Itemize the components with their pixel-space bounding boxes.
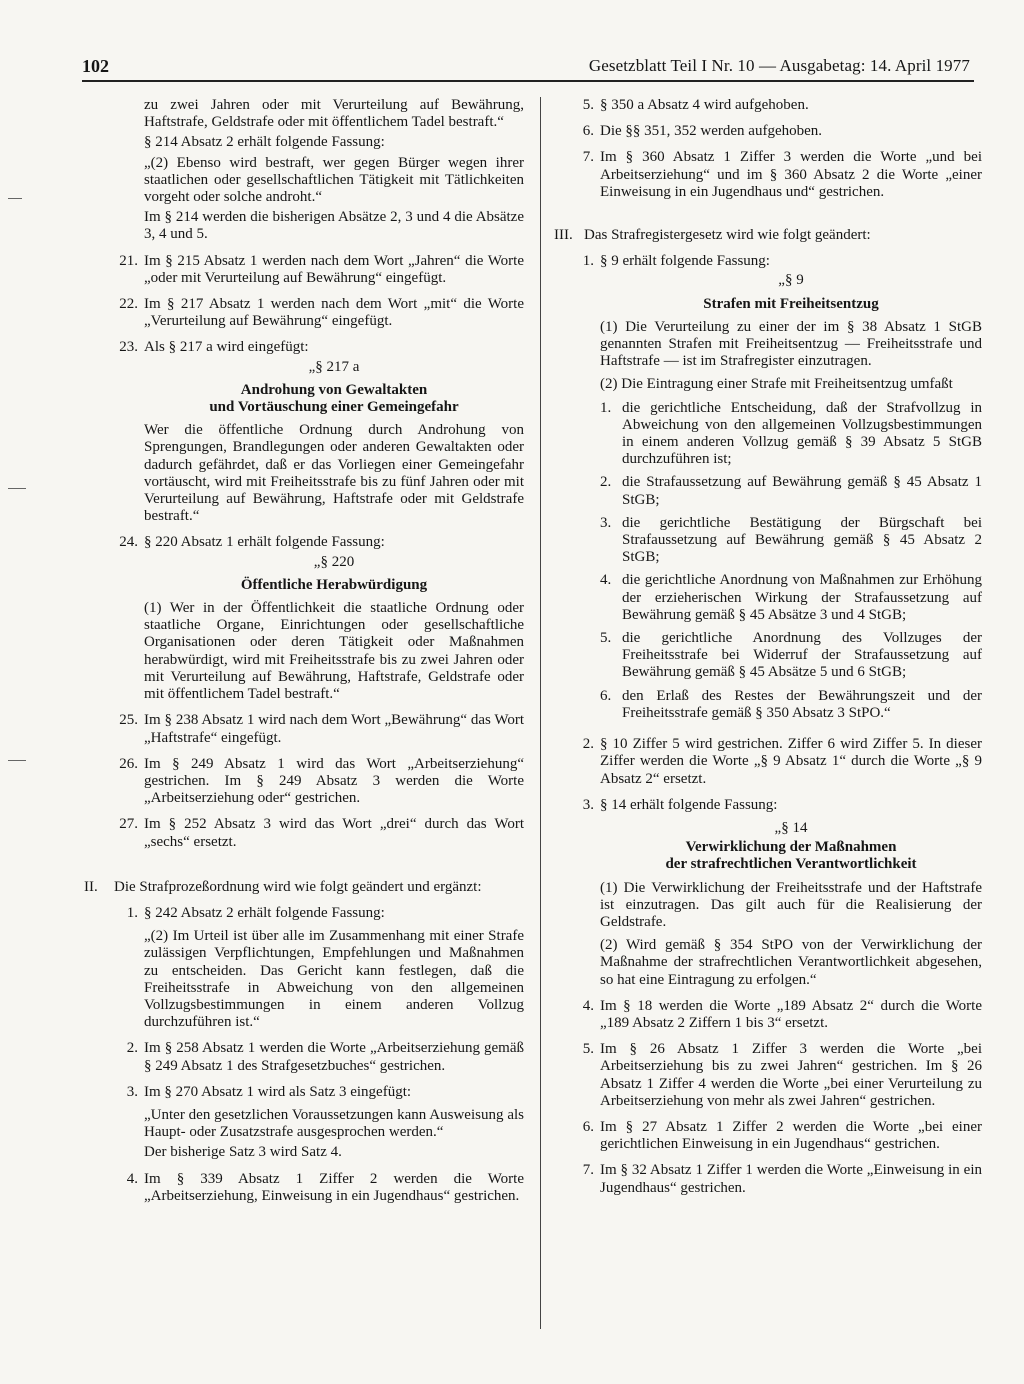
section-number: „§ 220 <box>313 553 355 570</box>
right-column <box>554 97 982 1197</box>
list-item <box>554 1162 982 1196</box>
list-item <box>84 816 524 850</box>
section-title: Strafen mit Freiheitsentzug <box>703 295 879 312</box>
item-text: Im § 217 Absatz 1 werden nach dem Wort „mit“ die Worte „Verurteilung auf Bewährung“ eingefügt. <box>144 296 524 330</box>
sub-item <box>600 515 982 567</box>
list-item <box>84 1084 524 1101</box>
sub-item <box>600 688 982 722</box>
item-number: 21. <box>119 252 138 269</box>
section-text: (2) Die Eintragung einer Strafe mit Freiheitsentzug umfaßt <box>600 376 953 393</box>
item-number: 4. <box>126 1170 138 1187</box>
list-item <box>84 1040 524 1074</box>
item-text: § 220 Absatz 1 erhält folgende Fassung: <box>144 534 385 551</box>
sub-item-number: 2. <box>600 474 612 491</box>
sub-item-number: 3. <box>600 514 612 531</box>
roman-heading: Das Strafregistergesetz wird wie folgt geändert: <box>584 227 871 244</box>
roman-number: III. <box>554 227 573 244</box>
amendment-line: Der bisherige Satz 3 wird Satz 4. <box>144 1144 342 1161</box>
list-item <box>554 123 982 140</box>
list-item <box>554 1119 982 1153</box>
item-number: 1. <box>582 253 594 270</box>
section-text: (1) Wer in der Öffentlichkeit die staatliche Ordnung oder staatliche Organe, Einrichtungen oder gesellschaftliche Organisationen oder deren Tätigkeit oder Maßnahmen herabwürdigt, wird mit Freiheitsstrafe bis zu zwei Jahren oder mit Verurteilung auf Bewährung, Haftstrafe, Geldstrafe oder mit öffentlichem Tadel bestraft.“ <box>144 600 524 703</box>
sub-item-text: die gerichtliche Anordnung von Maßnahmen zur Erhöhung der erzieherischen Wirkung der Strafaussetzung auf Bewährung gemäß § 45 Absätze 3 und 4 StGB; <box>622 572 982 623</box>
item-number: 2. <box>582 736 594 753</box>
page-header <box>82 54 974 82</box>
item-text: § 9 erhält folgende Fassung: <box>600 253 770 270</box>
item-text: Im § 360 Absatz 1 Ziffer 3 werden die Worte „und bei Arbeitserziehung“ und im § 360 Absatz 2 die Worte „einer Einweisung in ein Jugendhaus und“ gestrichen. <box>600 149 982 200</box>
quoted-provision: „(2) Im Urteil ist über alle im Zusammenhang mit einer Strafe zulässigen Verpflichtungen, Empfehlungen und Maßnahmen zu entscheiden. Das Gericht kann festlegen, daß die Freiheitsstrafe in Abweichung von den allgemeinen Vollzugsbestimmungen in einem anderen Vollzug durchzuführen ist.“ <box>144 928 524 1031</box>
sub-item-text: die gerichtliche Anordnung des Vollzuges der Freiheitsstrafe bei Widerruf der Strafaussetzung auf Bewährung gemäß § 45 Absätze 5 und 6 StGB; <box>622 630 982 681</box>
item-text: § 350 a Absatz 4 wird aufgehoben. <box>600 97 809 113</box>
section-title: und Vortäuschung einer Gemeingefahr <box>209 399 459 416</box>
section-number: „§ 9 <box>778 272 804 289</box>
item-text: § 14 erhält folgende Fassung: <box>600 796 778 813</box>
item-number: 22. <box>119 296 138 313</box>
sub-item <box>600 400 982 469</box>
item-text: Im § 32 Absatz 1 Ziffer 1 werden die Worte „Einweisung in ein Jugendhaus“ gestrichen. <box>600 1162 982 1196</box>
sub-item-text: den Erlaß des Restes der Bewährungszeit und der Freiheitsstrafe gemäß § 350 Absatz 3 StPO.“ <box>622 687 982 721</box>
sub-item-number: 4. <box>600 572 612 589</box>
item-number: 2. <box>126 1040 138 1057</box>
section-number: „§ 14 <box>774 819 808 836</box>
item-text: Im § 27 Absatz 1 Ziffer 2 werden die Worte „bei einer gerichtlichen Einweisung in ein Jugendhaus“ gestrichen. <box>600 1118 982 1153</box>
item-text: § 242 Absatz 2 erhält folgende Fassung: <box>144 904 385 921</box>
left-column <box>84 97 524 1205</box>
section-text: Wer die öffentliche Ordnung durch Androhung von Sprengungen, Brandlegungen oder anderen Gewaltakten oder dadurch gefährdet, daß er das Vorliegen einer Gemeingefahr vortäuscht, wird mit Freiheitsstrafe bis zu fünf Jahren oder mit Verurteilung auf Bewährung, Haftstrafe oder mit Geldstrafe bestraft.“ <box>144 422 524 525</box>
section-title: der strafrechtlichen Verantwortlichkeit <box>665 856 917 873</box>
item-number: 5. <box>582 97 594 113</box>
section-title: Verwirklichung der Maßnahmen <box>685 839 897 856</box>
roman-section <box>554 227 982 244</box>
item-text: Im § 252 Absatz 3 wird das Wort „drei“ durch das Wort „sechs“ ersetzt. <box>144 816 524 850</box>
sub-item-text: die Strafaussetzung auf Bewährung gemäß § 45 Absatz 1 StGB; <box>622 474 982 508</box>
roman-heading: Die Strafprozeßordnung wird wie folgt geändert und ergänzt: <box>114 878 482 895</box>
item-text: Im § 238 Absatz 1 wird nach dem Wort „Bewährung“ das Wort „Haftstrafe“ eingefügt. <box>144 712 524 746</box>
margin-mark <box>8 760 26 761</box>
continued-text: zu zwei Jahren oder mit Verurteilung auf Bewährung, Haftstrafe, Geldstrafe oder mit öffentlichem Tadel bestraft.“ <box>144 97 524 131</box>
list-item <box>554 97 982 114</box>
list-item <box>554 998 982 1032</box>
item-number: 4. <box>582 997 594 1014</box>
section-text: (1) Die Verwirklichung der Freiheitsstrafe und der Haftstrafe ist einzutragen. Das gilt auch für die Realisierung der Geldstrafe. <box>600 879 982 930</box>
item-text: Im § 258 Absatz 1 werden die Worte „Arbeitserziehung gemäß § 249 Absatz 1 des Strafgesetzbuches“ gestrichen. <box>144 1040 524 1074</box>
section-text: (2) Wird gemäß § 354 StPO von der Verwirklichung der Maßnahme der strafrechtlichen Verantwortlichkeit abgesehen, so hat eine Eintragung zu erfolgen.“ <box>600 937 982 988</box>
item-number: 7. <box>582 149 594 166</box>
list-item <box>554 149 982 201</box>
margin-mark <box>8 198 22 199</box>
item-number: 1. <box>126 904 138 921</box>
sub-item <box>600 474 982 508</box>
item-number: 3. <box>126 1083 138 1100</box>
list-item <box>84 253 524 287</box>
list-item <box>84 756 524 808</box>
quoted-provision: „Unter den gesetzlichen Voraussetzungen kann Ausweisung als Haupt- oder Zusatzstrafe ausgesprochen werden.“ <box>144 1106 524 1141</box>
item-number: 3. <box>582 796 594 813</box>
list-item <box>554 1041 982 1110</box>
list-item <box>554 797 982 814</box>
item-number: 5. <box>582 1041 594 1058</box>
list-item <box>84 534 524 551</box>
sub-item <box>600 572 982 624</box>
amendment-line: Im § 214 werden die bisherigen Absätze 2, 3 und 4 die Absätze 3, 4 und 5. <box>144 209 524 243</box>
item-number: 6. <box>582 123 594 140</box>
item-number: 6. <box>582 1118 594 1135</box>
list-item <box>554 736 982 788</box>
item-number: 26. <box>119 755 138 772</box>
sub-item-number: 5. <box>600 630 612 647</box>
item-number: 7. <box>582 1162 594 1179</box>
section-number: „§ 217 a <box>308 358 360 375</box>
item-text: Als § 217 a wird eingefügt: <box>144 339 309 356</box>
item-text: Im § 339 Absatz 1 Ziffer 2 werden die Worte „Arbeitserziehung, Einweisung in ein Jugendhaus“ gestrichen. <box>144 1170 524 1204</box>
margin-mark <box>8 488 26 489</box>
item-text: Im § 270 Absatz 1 wird als Satz 3 eingefügt: <box>144 1083 412 1100</box>
page-number: 102 <box>82 56 109 76</box>
item-number: 24. <box>119 534 138 551</box>
list-item <box>554 253 982 270</box>
column-divider <box>540 97 541 1329</box>
section-text: (1) Die Verurteilung zu einer der im § 38 Absatz 1 StGB genannten Strafen mit Freiheitsentzug — Freiheitsstrafe und Haftstrafe — ist im Strafregister einzutragen. <box>600 318 982 370</box>
sub-item-number: 6. <box>600 687 612 704</box>
item-number: 23. <box>119 339 138 356</box>
item-text: § 10 Ziffer 5 wird gestrichen. Ziffer 6 wird Ziffer 5. In dieser Ziffer werden die Worte „§ 9 Absatz 1“ durch die Worte „§ 9 Absatz 2“ ersetzt. <box>600 736 982 787</box>
item-text: Die §§ 351, 352 werden aufgehoben. <box>600 123 823 140</box>
list-item <box>84 296 524 330</box>
roman-section <box>84 879 524 896</box>
amendment-line: § 214 Absatz 2 erhält folgende Fassung: <box>144 134 385 151</box>
list-item <box>84 712 524 746</box>
sub-item <box>600 630 982 682</box>
item-text: Im § 18 werden die Worte „189 Absatz 2“ durch die Worte „189 Absatz 2 Ziffern 1 bis 3“ ersetzt. <box>600 997 982 1031</box>
item-text: Im § 26 Absatz 1 Ziffer 3 werden die Worte „bei Arbeitserziehung bis zu zwei Jahren“ gestrichen. Im § 26 Absatz 1 Ziffer 4 werden die Worte „bei einer Verurteilung zu Arbeitserziehung von mehr als zwei Jahren“ gestrichen. <box>600 1041 982 1109</box>
sub-item-number: 1. <box>600 399 612 416</box>
list-item <box>84 339 524 356</box>
sub-item-text: die gerichtliche Entscheidung, daß der Strafvollzug in Abweichung von den allgemeinen Vollzugsbestimmungen in einem anderen Vollzug gemäß § 39 Absatz 5 StGB durchzuführen ist; <box>622 399 982 468</box>
item-text: Im § 215 Absatz 1 werden nach dem Wort „Jahren“ die Worte „oder mit Verurteilung auf Bewährung“ eingefügt. <box>144 252 524 286</box>
item-number: 27. <box>119 816 138 833</box>
list-item <box>84 905 524 922</box>
item-number: 25. <box>119 712 138 729</box>
section-title: Öffentliche Herabwürdigung <box>240 576 428 593</box>
sub-item-text: die gerichtliche Bestätigung der Bürgschaft bei Strafaussetzung auf Bewährung gemäß § 45 Absatz 2 StGB; <box>622 514 982 566</box>
gazette-title: Gesetzblatt Teil I Nr. 10 — Ausgabetag: 14. April 1977 <box>588 56 970 75</box>
quoted-provision: „(2) Ebenso wird bestraft, wer gegen Bürger wegen ihrer staatlichen oder gesellschaftlichen Tätigkeit mit Tätlichkeiten vorgeht oder solche androht.“ <box>144 154 524 206</box>
section-title: Androhung von Gewaltakten <box>240 381 428 398</box>
item-text: Im § 249 Absatz 1 wird das Wort „Arbeitserziehung“ gestrichen. Im § 249 Absatz 3 werden die Worte „Arbeitserziehung oder“ gestrichen. <box>144 755 524 807</box>
roman-number: II. <box>84 878 98 895</box>
list-item <box>84 1171 524 1205</box>
